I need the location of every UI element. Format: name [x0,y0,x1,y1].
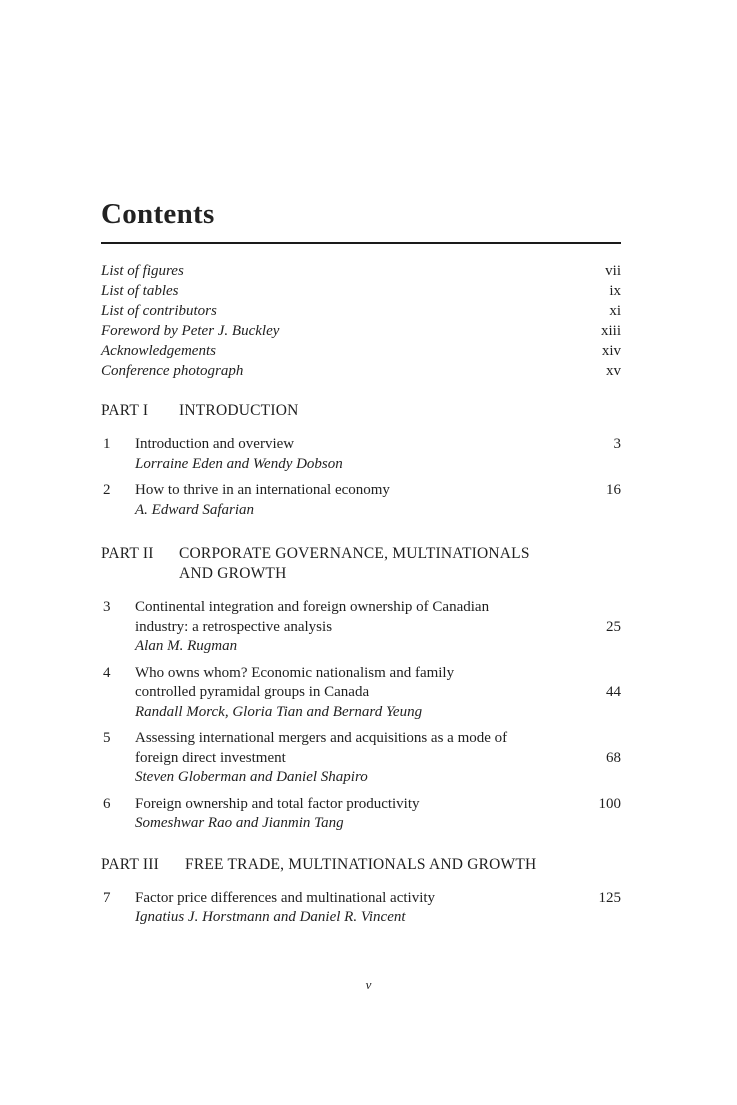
chapter-page: 16 [606,482,621,498]
chapter-title: Introduction and overview [135,436,295,452]
part-title-line: FREE TRADE, MULTINATIONALS AND GROWTH [185,855,537,873]
front-matter-page: xv [606,363,621,379]
front-matter-item [101,301,621,321]
chapter-body [135,435,621,474]
chapter-number: 1 [103,436,111,452]
chapter-entry [101,435,621,474]
chapter-body [135,664,621,723]
chapter-title-line [135,889,621,909]
part-heading [101,401,621,421]
chapter-body [135,795,621,834]
chapter-entry [101,598,621,657]
chapter-body [135,729,621,788]
front-matter-list [101,261,621,381]
part-title-line: CORPORATE GOVERNANCE, MULTINATIONALS [179,545,530,562]
chapter-page: 3 [613,436,621,452]
front-matter-item [101,321,621,341]
chapter-page: 68 [606,749,621,766]
chapter-authors: Alan M. Rugman [135,638,238,654]
chapter-authors: Lorraine Eden and Wendy Dobson [135,455,343,472]
contents-page [101,196,621,935]
chapter-entry [101,481,621,520]
front-matter-label: List of contributors [101,303,217,319]
chapter-title: How to thrive in an international economy [135,482,390,498]
part-number: PART I [101,402,149,419]
chapter-page: 100 [598,795,621,812]
chapter-body [135,598,621,657]
part-title [179,544,621,584]
part-heading [101,544,621,584]
part-number: PART II [101,545,154,562]
chapter-title: industry: a retrospective analysis [135,618,333,635]
chapter-authors: Ignatius J. Horstmann and Daniel R. Vincent [135,909,406,925]
chapter-title-line [135,435,621,455]
chapter-number: 7 [103,889,111,906]
chapter-title: Factor price differences and multinational activity [135,889,436,906]
chapter-list [101,598,621,834]
front-matter-page: xiv [601,343,621,359]
chapter-page: 25 [606,618,621,635]
chapter-title-line [135,749,621,769]
front-matter-item [101,361,621,381]
front-matter-page: xi [609,303,621,319]
chapter-number: 2 [103,482,111,498]
part-title [185,855,621,875]
part-heading [101,855,621,875]
chapter-number: 4 [103,664,111,681]
chapter-title-line [135,795,621,815]
chapter-title: Assessing international mergers and acquisitions as a mode of [135,730,508,746]
chapter-number: 6 [103,795,111,812]
page-number: v [365,977,372,992]
chapter-body [135,481,621,520]
chapter-authors: Randall Morck, Gloria Tian and Bernard Yeung [135,703,423,720]
front-matter-item [101,281,621,301]
chapter-title: Foreign ownership and total factor productivity [135,795,420,812]
front-matter-label: List of tables [101,283,179,299]
chapter-title: Continental integration and foreign ownership of Canadian [135,599,490,615]
chapter-body [135,889,621,928]
chapter-title: foreign direct investment [135,749,286,766]
chapter-page: 44 [606,684,621,700]
front-matter-label: Acknowledgements [101,343,216,359]
chapter-authors: Steven Globerman and Daniel Shapiro [135,769,368,785]
chapter-title-line [135,683,621,703]
chapter-number: 3 [103,599,111,615]
front-matter-item [101,261,621,281]
chapter-title-line [135,618,621,638]
chapter-authors: Someshwar Rao and Jianmin Tang [135,815,344,831]
part-number: PART III [101,855,159,873]
front-matter-page: vii [605,263,621,279]
chapter-entry [101,795,621,834]
chapter-title: Who owns whom? Economic nationalism and family [135,664,455,681]
chapter-number: 5 [103,730,111,746]
front-matter-label: Foreword by Peter J. Buckley [101,323,280,339]
part-title [179,401,621,421]
chapter-entry [101,889,621,928]
chapter-list [101,435,621,520]
front-matter-label: List of figures [101,263,184,279]
chapter-page: 125 [598,889,621,906]
chapter-list [101,889,621,928]
front-matter-page: ix [609,283,621,299]
chapter-entry [101,729,621,788]
part-title-line: AND GROWTH [179,565,287,582]
page-title: Contents [101,198,215,230]
chapter-title-line [135,481,621,501]
chapter-title: controlled pyramidal groups in Canada [135,684,370,700]
front-matter-page: xiii [600,323,621,339]
chapter-entry [101,664,621,723]
front-matter-label: Conference photograph [101,363,244,379]
chapter-authors: A. Edward Safarian [135,501,255,518]
part-title-line: INTRODUCTION [179,402,299,419]
title-rule [101,242,621,244]
front-matter-item [101,341,621,361]
